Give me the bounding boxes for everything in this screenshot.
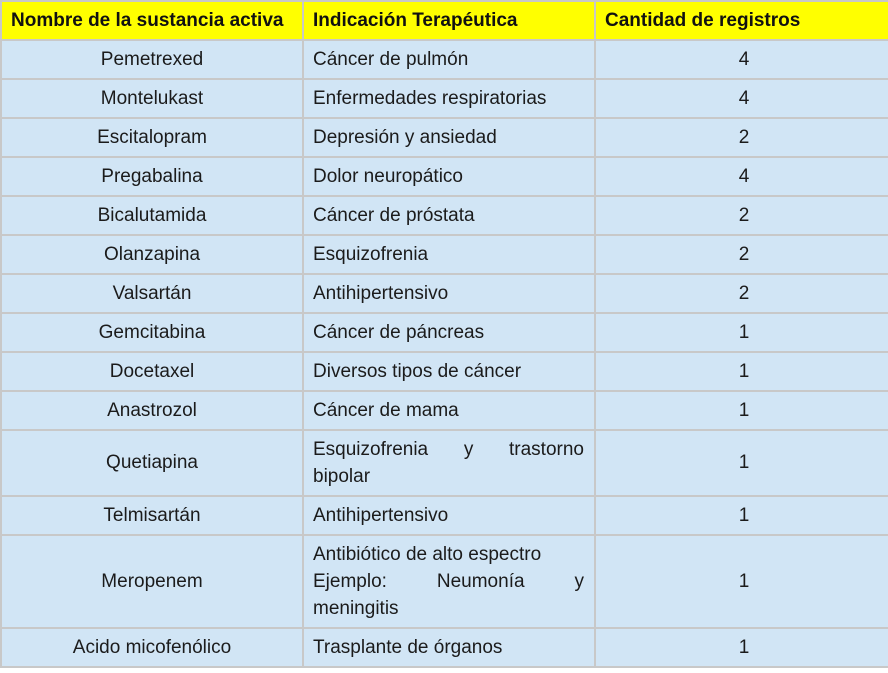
record-count: 1 — [595, 313, 888, 352]
indication-line: Ejemplo: Neumonía y meningitis — [313, 571, 584, 619]
substance-name: Bicalutamida — [1, 196, 303, 235]
therapeutic-indication: Enfermedades respiratorias — [303, 79, 595, 118]
substance-name: Acido micofenólico — [1, 628, 303, 667]
table-row — [1, 235, 888, 274]
therapeutic-indication: Cáncer de páncreas — [303, 313, 595, 352]
therapeutic-indication: Esquizofrenia — [303, 235, 595, 274]
table-row — [1, 79, 888, 118]
indication-line: Antibiótico de alto espectro — [313, 544, 542, 565]
record-count: 1 — [595, 391, 888, 430]
table-row — [1, 274, 888, 313]
substance-name: Valsartán — [1, 274, 303, 313]
therapeutic-indication: Esquizofrenia y trastorno bipolar — [303, 430, 595, 496]
header-substance-name: Nombre de la sustancia activa — [1, 1, 303, 40]
therapeutic-indication: Cáncer de mama — [303, 391, 595, 430]
therapeutic-indication: Trasplante de órganos — [303, 628, 595, 667]
therapeutic-indication: Antihipertensivo — [303, 496, 595, 535]
table-row — [1, 40, 888, 79]
record-count: 1 — [595, 352, 888, 391]
substance-name: Pregabalina — [1, 157, 303, 196]
table-row — [1, 157, 888, 196]
record-count: 2 — [595, 196, 888, 235]
table-row — [1, 313, 888, 352]
header-record-count: Cantidad de registros — [595, 1, 888, 40]
substance-name: Docetaxel — [1, 352, 303, 391]
table-row — [1, 352, 888, 391]
table-row — [1, 628, 888, 667]
substance-name: Olanzapina — [1, 235, 303, 274]
substance-name: Telmisartán — [1, 496, 303, 535]
substance-name: Meropenem — [1, 535, 303, 628]
table-row — [1, 196, 888, 235]
record-count: 1 — [595, 535, 888, 628]
substance-name: Escitalopram — [1, 118, 303, 157]
therapeutic-indication: Depresión y ansiedad — [303, 118, 595, 157]
record-count: 4 — [595, 79, 888, 118]
table-row — [1, 430, 888, 496]
substance-name: Pemetrexed — [1, 40, 303, 79]
therapeutic-indication: Cáncer de próstata — [303, 196, 595, 235]
record-count: 1 — [595, 496, 888, 535]
record-count: 2 — [595, 274, 888, 313]
header-therapeutic-indication: Indicación Terapéutica — [303, 1, 595, 40]
record-count: 1 — [595, 628, 888, 667]
table-row — [1, 391, 888, 430]
substance-name: Montelukast — [1, 79, 303, 118]
record-count: 1 — [595, 430, 888, 496]
therapeutic-indication — [303, 535, 595, 628]
table-row — [1, 535, 888, 628]
record-count: 4 — [595, 157, 888, 196]
record-count: 2 — [595, 235, 888, 274]
therapeutic-indication: Cáncer de pulmón — [303, 40, 595, 79]
therapeutic-indication: Dolor neuropático — [303, 157, 595, 196]
table-row — [1, 118, 888, 157]
substance-name: Quetiapina — [1, 430, 303, 496]
header-row — [1, 1, 888, 40]
substance-name: Anastrozol — [1, 391, 303, 430]
record-count: 2 — [595, 118, 888, 157]
therapeutic-indication: Diversos tipos de cáncer — [303, 352, 595, 391]
record-count: 4 — [595, 40, 888, 79]
table-row — [1, 496, 888, 535]
therapeutic-indication: Antihipertensivo — [303, 274, 595, 313]
substance-name: Gemcitabina — [1, 313, 303, 352]
